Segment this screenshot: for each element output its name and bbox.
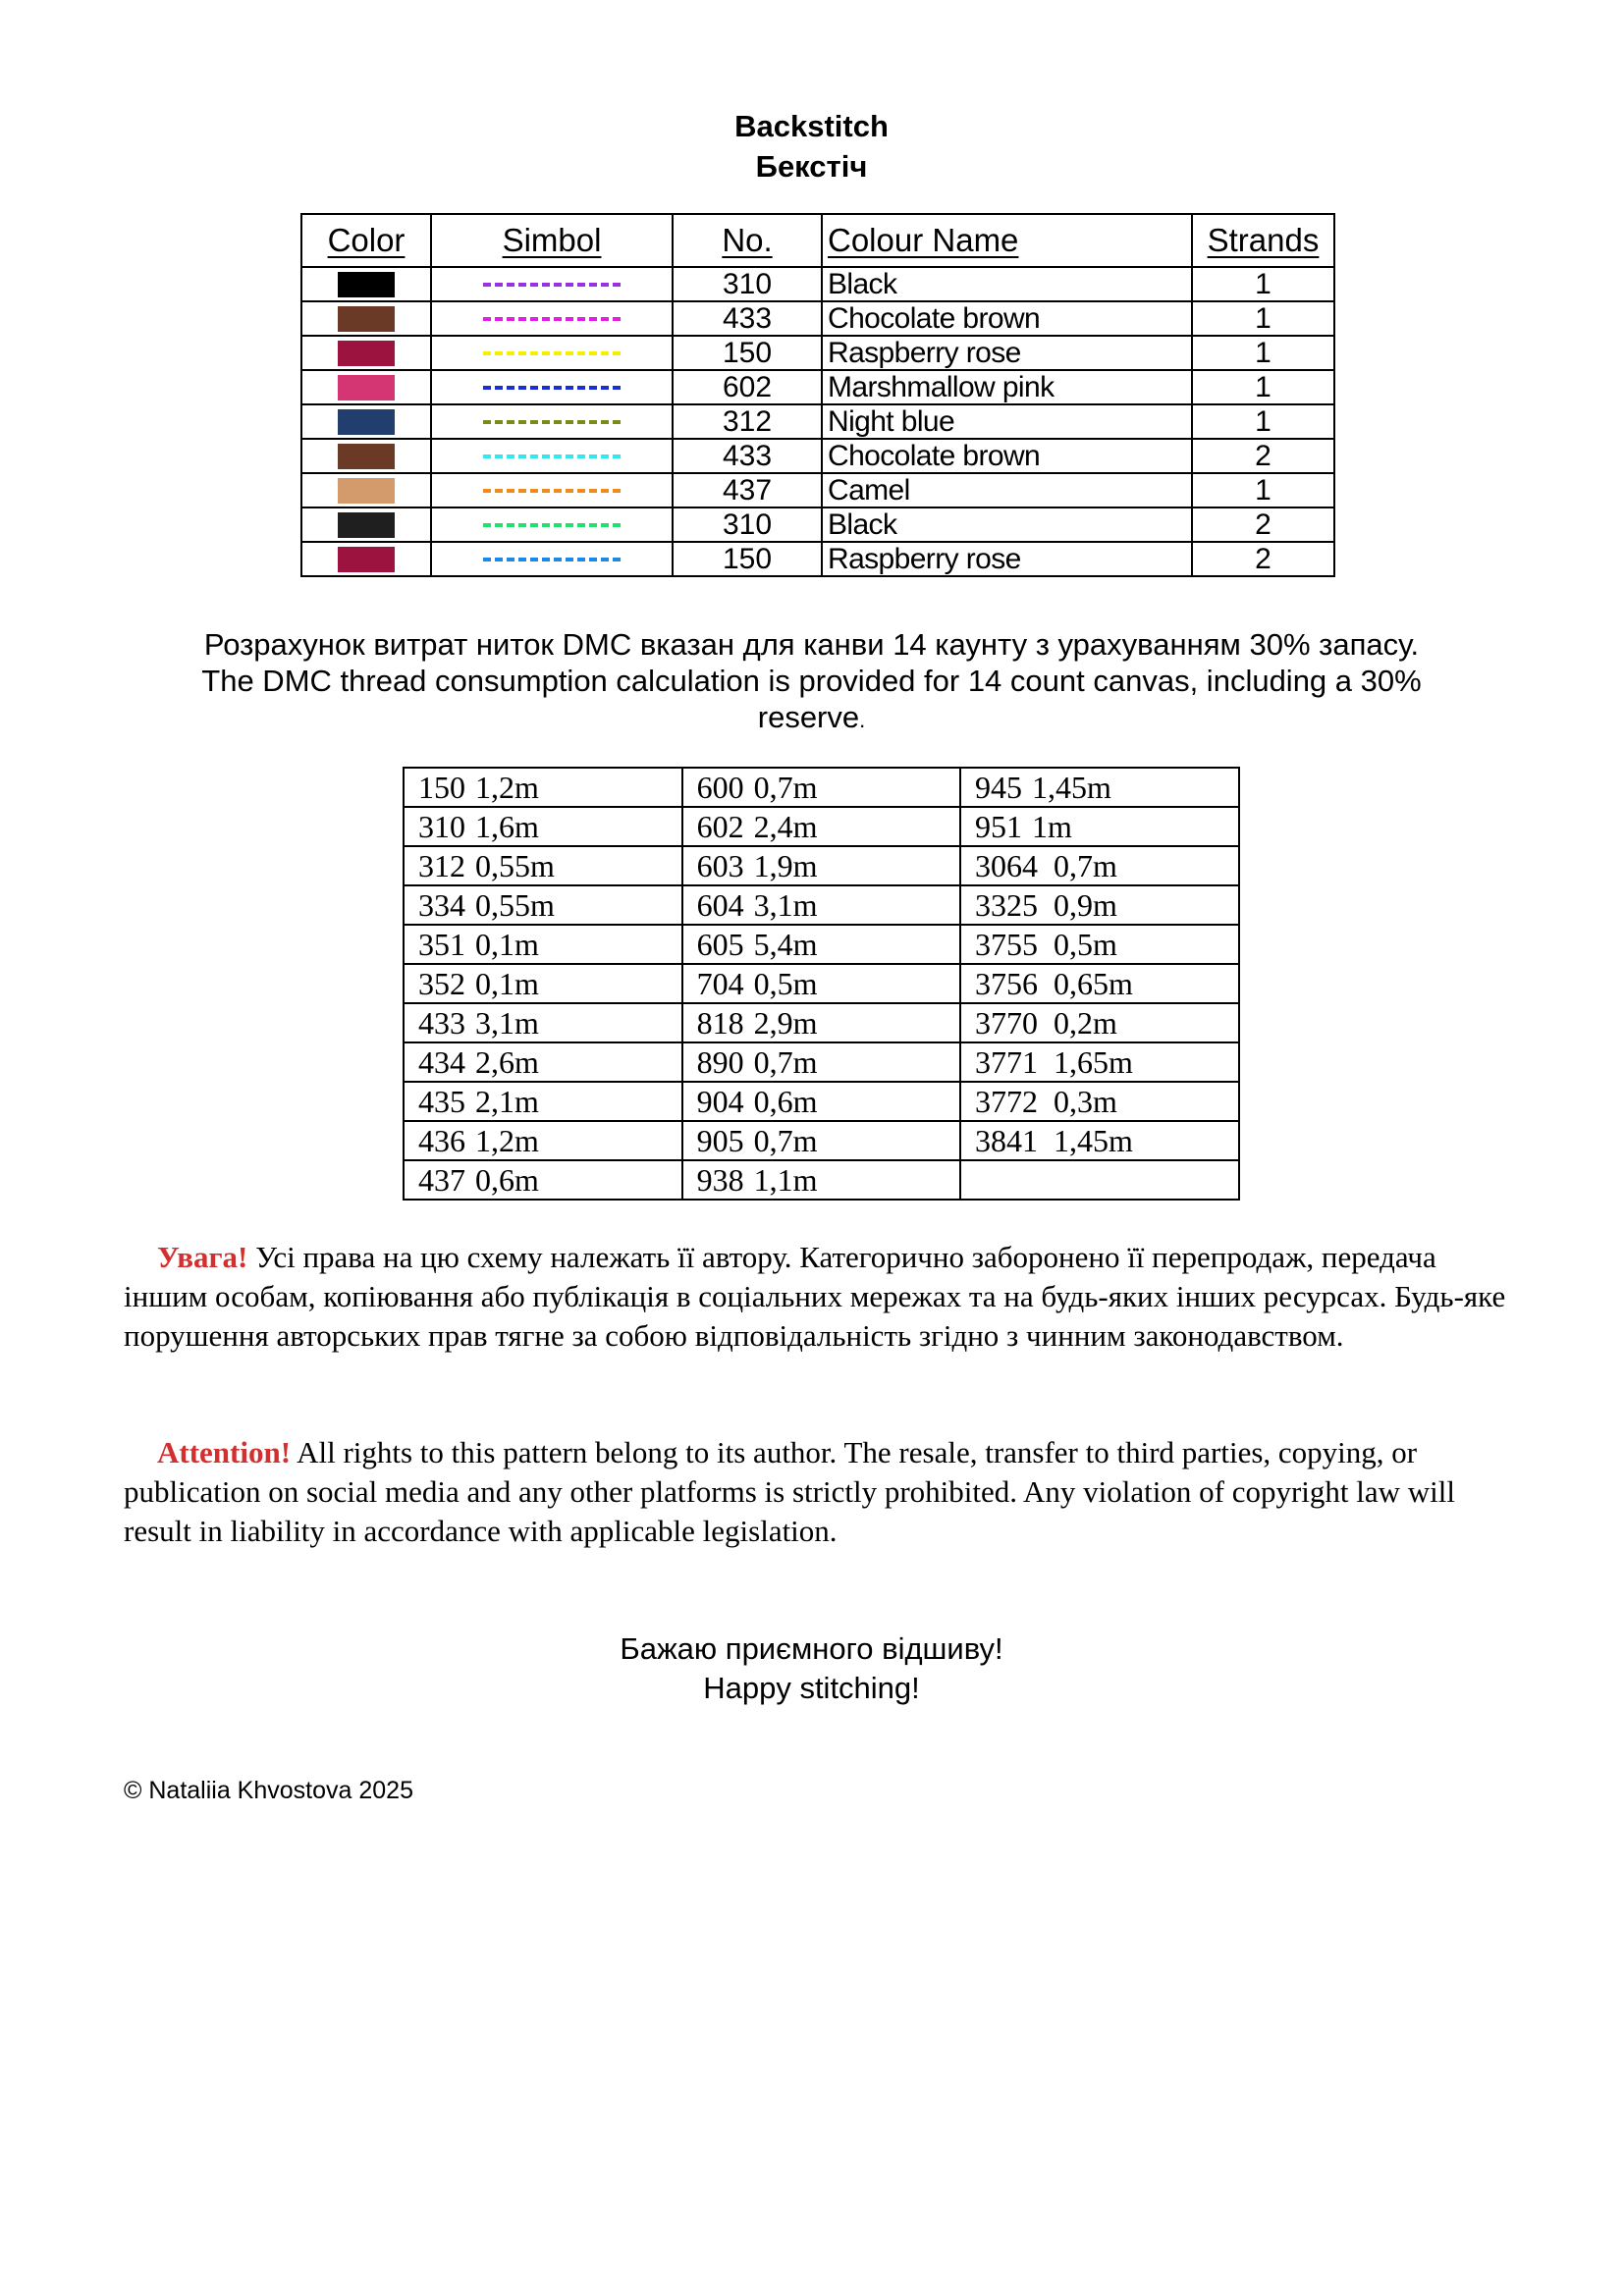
- simbol-cell: [431, 542, 673, 576]
- table-row: [404, 1082, 1239, 1121]
- color-cell: [301, 404, 431, 439]
- dmc-entry: [960, 807, 1239, 846]
- dmc-number: 434: [418, 1044, 465, 1080]
- dmc-entry: [404, 925, 682, 964]
- table-row: [404, 1003, 1239, 1042]
- dmc-number: 334: [418, 887, 465, 923]
- dmc-number: 704: [696, 966, 744, 1001]
- dmc-entry: [960, 1042, 1239, 1082]
- simbol-cell: [431, 267, 673, 301]
- strands-count: 2: [1192, 439, 1334, 473]
- dmc-length: 0,2m: [1053, 1005, 1117, 1041]
- dmc-entry: [960, 885, 1239, 925]
- strands-count: 1: [1192, 473, 1334, 507]
- table-row: [301, 542, 1334, 576]
- dmc-entry: [404, 1003, 682, 1042]
- thread-number: 150: [673, 336, 822, 370]
- dmc-entry: [682, 807, 960, 846]
- dmc-length: 0,7m: [1053, 848, 1117, 883]
- dmc-number: 436: [418, 1123, 465, 1158]
- dmc-number: 602: [696, 809, 744, 844]
- dmc-entry: [960, 1003, 1239, 1042]
- color-cell: [301, 542, 431, 576]
- table-row: [404, 846, 1239, 885]
- table-row: [404, 1042, 1239, 1082]
- notice-text-en: All rights to this pattern belong to its author. The resale, transfer to third parties, copying, or publication on social media and any other platforms is strictly prohibited. Any violation of copyright law will result in liability in accordance with applicable legislation.: [124, 1435, 1455, 1548]
- backstitch-line-icon: [483, 558, 621, 561]
- table-row: [404, 1160, 1239, 1200]
- dmc-entry: [404, 846, 682, 885]
- dmc-length: 0,55m: [475, 848, 555, 883]
- strands-count: 2: [1192, 542, 1334, 576]
- dmc-entry: [404, 885, 682, 925]
- backstitch-line-icon: [483, 386, 621, 390]
- table-row: [404, 1121, 1239, 1160]
- note-en: The DMC thread consumption calculation is provided for 14 count canvas, including a 30%: [201, 664, 1422, 698]
- strands-count: 2: [1192, 507, 1334, 542]
- dmc-entry: [682, 846, 960, 885]
- thread-number: 312: [673, 404, 822, 439]
- dmc-number: 3755: [974, 927, 1038, 962]
- colour-name: Raspberry rose: [822, 336, 1192, 370]
- dmc-length: 1,45m: [1053, 1123, 1133, 1158]
- dmc-consumption-table: [403, 767, 1240, 1201]
- col-header-color: Color: [301, 214, 431, 267]
- dmc-entry: [960, 846, 1239, 885]
- dmc-entry: [682, 885, 960, 925]
- dmc-entry: [682, 1042, 960, 1082]
- table-row: [404, 807, 1239, 846]
- color-cell: [301, 301, 431, 336]
- simbol-cell: [431, 336, 673, 370]
- dmc-number: 3756: [974, 966, 1038, 1001]
- dmc-length: 1,1m: [753, 1162, 818, 1198]
- dmc-entry: [404, 1082, 682, 1121]
- simbol-cell: [431, 507, 673, 542]
- dmc-number: 437: [418, 1162, 465, 1198]
- dmc-number: 600: [696, 770, 744, 805]
- col-header-colour-name: Colour Name: [822, 214, 1192, 267]
- color-cell: [301, 439, 431, 473]
- dmc-entry: [404, 1042, 682, 1082]
- dmc-number: 3772: [974, 1084, 1038, 1119]
- dmc-length: 0,1m: [475, 966, 539, 1001]
- table-row: [301, 267, 1334, 301]
- backstitch-line-icon: [483, 420, 621, 424]
- dmc-entry: [404, 1121, 682, 1160]
- copyright-notice-en: [124, 1433, 1518, 1551]
- thread-number: 433: [673, 439, 822, 473]
- strands-count: 1: [1192, 404, 1334, 439]
- dmc-entry: [682, 1121, 960, 1160]
- dmc-number: 945: [974, 770, 1022, 805]
- closing-ua: Бажаю приємного відшиву!: [620, 1631, 1003, 1666]
- title-ua: Бекстіч: [755, 149, 868, 184]
- backstitch-line-icon: [483, 454, 621, 458]
- dmc-length: 0,55m: [475, 887, 555, 923]
- page-title: [0, 106, 1623, 187]
- dmc-length: 0,7m: [753, 1123, 818, 1158]
- backstitch-line-icon: [483, 489, 621, 493]
- simbol-cell: [431, 404, 673, 439]
- thread-number: 310: [673, 267, 822, 301]
- closing-en: Happy stitching!: [703, 1671, 920, 1705]
- thread-number: 310: [673, 507, 822, 542]
- dmc-number: 938: [696, 1162, 744, 1198]
- dmc-length: 2,1m: [475, 1084, 539, 1119]
- simbol-cell: [431, 301, 673, 336]
- colour-name: Black: [822, 267, 1192, 301]
- dmc-length: 0,5m: [753, 966, 818, 1001]
- color-swatch: [338, 272, 395, 297]
- backstitch-line-icon: [483, 523, 621, 527]
- backstitch-table: [300, 213, 1335, 577]
- colour-name: Chocolate brown: [822, 439, 1192, 473]
- color-cell: [301, 507, 431, 542]
- color-swatch: [338, 375, 395, 400]
- warning-label-ua: Увага!: [157, 1240, 248, 1274]
- col-header-simbol: Simbol: [431, 214, 673, 267]
- table-row: [301, 301, 1334, 336]
- table-row: [301, 336, 1334, 370]
- color-cell: [301, 473, 431, 507]
- colour-name: Chocolate brown: [822, 301, 1192, 336]
- strands-count: 1: [1192, 336, 1334, 370]
- dmc-length: 1,2m: [475, 1123, 539, 1158]
- dmc-length: 1m: [1031, 809, 1072, 844]
- color-swatch: [338, 306, 395, 332]
- thread-number: 433: [673, 301, 822, 336]
- dmc-length: 0,65m: [1053, 966, 1133, 1001]
- dmc-entry: [960, 925, 1239, 964]
- table-row: [404, 964, 1239, 1003]
- dmc-length: 0,5m: [1053, 927, 1117, 962]
- note-en-end: [137, 699, 1486, 738]
- dmc-entry: [682, 768, 960, 807]
- dmc-length: 1,9m: [753, 848, 818, 883]
- dmc-number: 351: [418, 927, 465, 962]
- dmc-number: 818: [696, 1005, 744, 1041]
- color-cell: [301, 370, 431, 404]
- dmc-length: 0,7m: [753, 1044, 818, 1080]
- dmc-number: 433: [418, 1005, 465, 1041]
- col-header-strands: Strands: [1192, 214, 1334, 267]
- colour-name: Night blue: [822, 404, 1192, 439]
- dmc-length: 3,1m: [475, 1005, 539, 1041]
- color-swatch: [338, 512, 395, 538]
- dmc-entry: [404, 1160, 682, 1200]
- color-swatch: [338, 444, 395, 469]
- color-swatch: [338, 547, 395, 572]
- colour-name: Marshmallow pink: [822, 370, 1192, 404]
- dmc-length: 2,4m: [753, 809, 818, 844]
- dmc-entry: [960, 964, 1239, 1003]
- dmc-number: 310: [418, 809, 465, 844]
- dmc-length: 0,6m: [753, 1084, 818, 1119]
- dmc-number: 905: [696, 1123, 744, 1158]
- dmc-length: 1,65m: [1053, 1044, 1133, 1080]
- table-header-row: [301, 214, 1334, 267]
- thread-number: 437: [673, 473, 822, 507]
- dmc-length: 3,1m: [753, 887, 818, 923]
- color-swatch: [338, 478, 395, 504]
- dmc-entry: [960, 1160, 1239, 1200]
- notice-text-ua: Усі права на цю схему належать її автору. Категорично заборонено її перепродаж, передача іншим особам, копіювання або публікація в соціальних мережах та на будь-яких інших ресурсах. Будь-яке порушення авторських прав тягне за собою відповідальність згідно з чинним законодавством.: [124, 1240, 1506, 1353]
- dmc-number: 3064: [974, 848, 1038, 883]
- dmc-length: 1,6m: [475, 809, 539, 844]
- dmc-length: 0,3m: [1053, 1084, 1117, 1119]
- color-cell: [301, 267, 431, 301]
- dmc-length: 5,4m: [753, 927, 818, 962]
- note-en-end-text: reserve: [757, 700, 860, 734]
- dmc-number: 604: [696, 887, 744, 923]
- backstitch-line-icon: [483, 317, 621, 321]
- dmc-number: 312: [418, 848, 465, 883]
- dmc-number: 605: [696, 927, 744, 962]
- dmc-number: 904: [696, 1084, 744, 1119]
- colour-name: Raspberry rose: [822, 542, 1192, 576]
- thread-consumption-note: [137, 626, 1486, 738]
- table-row: [404, 768, 1239, 807]
- table-row: [301, 473, 1334, 507]
- dmc-number: 3771: [974, 1044, 1038, 1080]
- dmc-number: 3770: [974, 1005, 1038, 1041]
- warning-label-en: Attention!: [157, 1435, 292, 1469]
- table-row: [301, 404, 1334, 439]
- dmc-entry: [404, 807, 682, 846]
- color-swatch: [338, 341, 395, 366]
- simbol-cell: [431, 439, 673, 473]
- dmc-length: 2,6m: [475, 1044, 539, 1080]
- copyright-notice-ua: [124, 1238, 1518, 1356]
- backstitch-line-icon: [483, 351, 621, 355]
- dmc-number: 352: [418, 966, 465, 1001]
- title-en: Backstitch: [734, 109, 889, 143]
- dmc-number: 3841: [974, 1123, 1038, 1158]
- table-row: [404, 885, 1239, 925]
- dmc-entry: [682, 964, 960, 1003]
- backstitch-line-icon: [483, 283, 621, 287]
- strands-count: 1: [1192, 267, 1334, 301]
- dmc-length: 1,2m: [475, 770, 539, 805]
- dmc-length: 0,9m: [1053, 887, 1117, 923]
- dmc-entry: [404, 964, 682, 1003]
- dmc-length: 0,1m: [475, 927, 539, 962]
- table-row: [301, 370, 1334, 404]
- closing-wishes: [0, 1629, 1623, 1708]
- colour-name: Camel: [822, 473, 1192, 507]
- footer-copyright: © Nataliia Khvostova 2025: [124, 1777, 413, 1804]
- dmc-entry: [682, 925, 960, 964]
- simbol-cell: [431, 370, 673, 404]
- dmc-number: 951: [974, 809, 1022, 844]
- table-row: [404, 925, 1239, 964]
- dmc-number: 3325: [974, 887, 1038, 923]
- colour-name: Black: [822, 507, 1192, 542]
- note-en-dot: .: [859, 708, 866, 732]
- color-swatch: [338, 409, 395, 435]
- dmc-entry: [960, 768, 1239, 807]
- dmc-length: 0,6m: [475, 1162, 539, 1198]
- dmc-entry: [682, 1082, 960, 1121]
- dmc-number: 603: [696, 848, 744, 883]
- note-ua: Розрахунок витрат ниток DMC вказан для канви 14 каунту з урахуванням 30% запасу.: [203, 627, 1420, 662]
- dmc-entry: [404, 768, 682, 807]
- dmc-entry: [960, 1121, 1239, 1160]
- dmc-number: 150: [418, 770, 465, 805]
- dmc-length: 1,45m: [1031, 770, 1111, 805]
- dmc-entry: [682, 1003, 960, 1042]
- dmc-number: 890: [696, 1044, 744, 1080]
- col-header-no: No.: [673, 214, 822, 267]
- dmc-length: 2,9m: [753, 1005, 818, 1041]
- dmc-length: 0,7m: [753, 770, 818, 805]
- thread-number: 602: [673, 370, 822, 404]
- strands-count: 1: [1192, 301, 1334, 336]
- dmc-number: 435: [418, 1084, 465, 1119]
- color-cell: [301, 336, 431, 370]
- dmc-entry: [960, 1082, 1239, 1121]
- thread-number: 150: [673, 542, 822, 576]
- table-row: [301, 439, 1334, 473]
- dmc-entry: [682, 1160, 960, 1200]
- simbol-cell: [431, 473, 673, 507]
- strands-count: 1: [1192, 370, 1334, 404]
- table-row: [301, 507, 1334, 542]
